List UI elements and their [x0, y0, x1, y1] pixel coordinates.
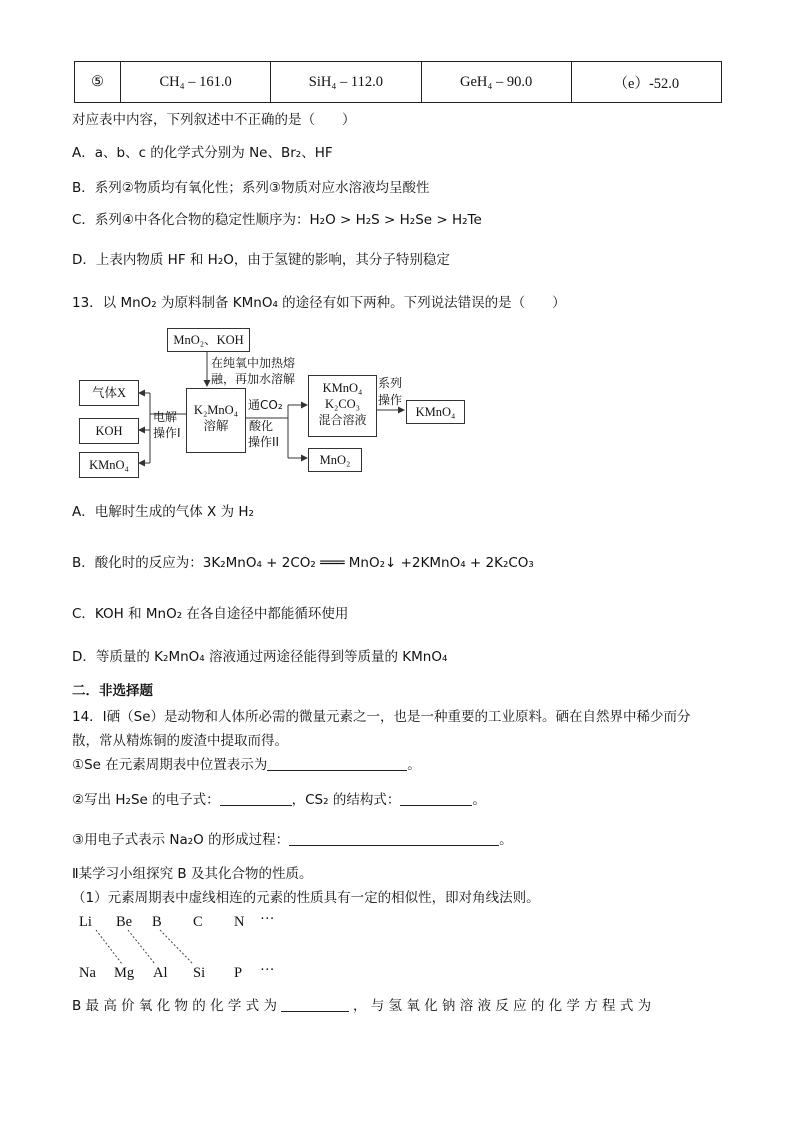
element-al: Al	[153, 965, 168, 981]
q13-option-c: C．KOH 和 MnO₂ 在各自途径中都能循环使用	[72, 606, 349, 622]
dissolve-label: 溶解	[203, 419, 229, 433]
acidify-label: 酸化	[249, 419, 274, 433]
q14-line-1: 14．Ⅰ硒（Se）是动物和人体所必需的微量元素之一，也是一种重要的工业原料。硒在自然界中稀少而分	[72, 709, 691, 725]
mno2-koh-box: MnO₂、KOH	[167, 328, 250, 352]
electrolysis-label: 电解	[153, 410, 178, 424]
table-cell-sih4: SiH₄ – 112.0	[271, 62, 421, 103]
q14-line-2: 散，常从精炼铜的废渣中提取而得。	[72, 733, 288, 749]
element-n: N	[234, 914, 245, 930]
last-line-b: ， 与 氢 氧 化 钠 溶 液 反 应 的 化 学 方 程 式 为	[352, 998, 652, 1014]
q12-option-d: D．上表内物质 HF 和 H₂O，由于氢键的影响，其分子特别稳定	[72, 252, 450, 268]
element-si: Si	[193, 965, 206, 981]
last-line-a: B 最 高 价 氧 化 物 的 化 学 式 为	[72, 998, 277, 1014]
element-mg: Mg	[114, 965, 135, 981]
q12-stem: 对应表中内容，下列叙述中不正确的是（ ）	[72, 112, 356, 128]
kmno4-left-box: KMnO₄	[79, 452, 139, 478]
q14-sub-3-text: ③用电子式表示 Na₂O 的形成过程：	[72, 832, 290, 848]
row-number: ⑤	[75, 62, 121, 103]
k2mno4-label: K₂MnO₄	[193, 403, 239, 417]
part-2-q1: （1）元素周期表中虚线相连的元素的性质具有一定的相似性，即对角线法则。	[72, 890, 540, 906]
mix-solution: 混合溶液	[318, 413, 367, 427]
element-b: B	[152, 914, 162, 930]
element-na: Na	[79, 965, 96, 981]
element-p: P	[234, 965, 243, 981]
q14-sub-2a-text: ②写出 H₂Se 的电子式：	[72, 792, 220, 808]
element-li: Li	[79, 914, 92, 930]
q12-option-a: A．a、b、c 的化学式分别为 Ne、Br₂、HF	[72, 145, 333, 161]
table-cell-e: （e）-52.0	[571, 62, 721, 103]
co2-label: 通CO₂	[248, 398, 283, 412]
table-cell-ch4: CH₄ – 161.0	[121, 62, 271, 103]
part-2-intro: Ⅱ某学习小组探究 B 及其化合物的性质。	[72, 866, 313, 882]
element-be: Be	[116, 914, 133, 930]
operation-2-label: 操作II	[248, 435, 280, 449]
fuse-label-1: 在纯氧中加热熔	[211, 356, 296, 370]
kmno4-final-box: KMnO₄	[406, 400, 465, 424]
mix-kmno4: KMnO₄	[322, 381, 363, 395]
q14-sub-2b-text: ，CS₂ 的结构式：	[291, 792, 401, 808]
mix-k2co3: K₂CO₃	[324, 397, 361, 411]
q14-sub-3: ③用电子式表示 Na₂O 的形成过程： 。	[72, 832, 513, 848]
q14-sub-1: ①Se 在元素周期表中位置表示为 。	[72, 757, 421, 773]
ellipsis-2: ···	[260, 962, 275, 978]
q12-option-c: C．系列④中各化合物的稳定性顺序为：H₂O > H₂S > H₂Se > H₂Te	[72, 212, 482, 228]
q14-sub-2: ②写出 H₂Se 的电子式： ，CS₂ 的结构式： 。	[72, 792, 486, 808]
element-c: C	[193, 914, 203, 930]
q14-sub-1-text: ①Se 在元素周期表中位置表示为	[72, 757, 268, 773]
gas-x-box: 气体X	[79, 380, 139, 406]
fuse-label-2: 融，再加水溶解	[211, 372, 296, 386]
series-label-1: 系列	[378, 376, 403, 390]
table-cell-geh4: GeH₄ – 90.0	[421, 62, 571, 103]
series-label-2: 操作	[378, 393, 403, 407]
q13-option-a: A．电解时生成的气体 X 为 H₂	[72, 504, 254, 520]
answer-blank-5[interactable]	[281, 997, 349, 1012]
q13-option-d: D．等质量的 K₂MnO₄ 溶液通过两途径能得到等质量的 KMnO₄	[72, 649, 448, 665]
koh-box: KOH	[79, 418, 139, 444]
q12-option-b: B．系列②物质均有氧化性；系列③物质对应水溶液均呈酸性	[72, 180, 430, 196]
mno2-box: MnO₂	[308, 448, 362, 472]
ellipsis-1: ···	[260, 911, 275, 927]
section-heading: 二．非选择题	[72, 683, 153, 699]
operation-1-label: 操作I	[153, 426, 181, 440]
last-line	[72, 994, 651, 1014]
q13-option-b: B．酸化时的反应为：3K₂MnO₄ + 2CO₂ ═══ MnO₂↓ +2KMnO₄ + 2K₂CO₃	[72, 555, 534, 571]
q13-stem: 13．以 MnO₂ 为原料制备 KMnO₄ 的途径有如下两种。下列说法错误的是（ ）	[72, 295, 566, 311]
